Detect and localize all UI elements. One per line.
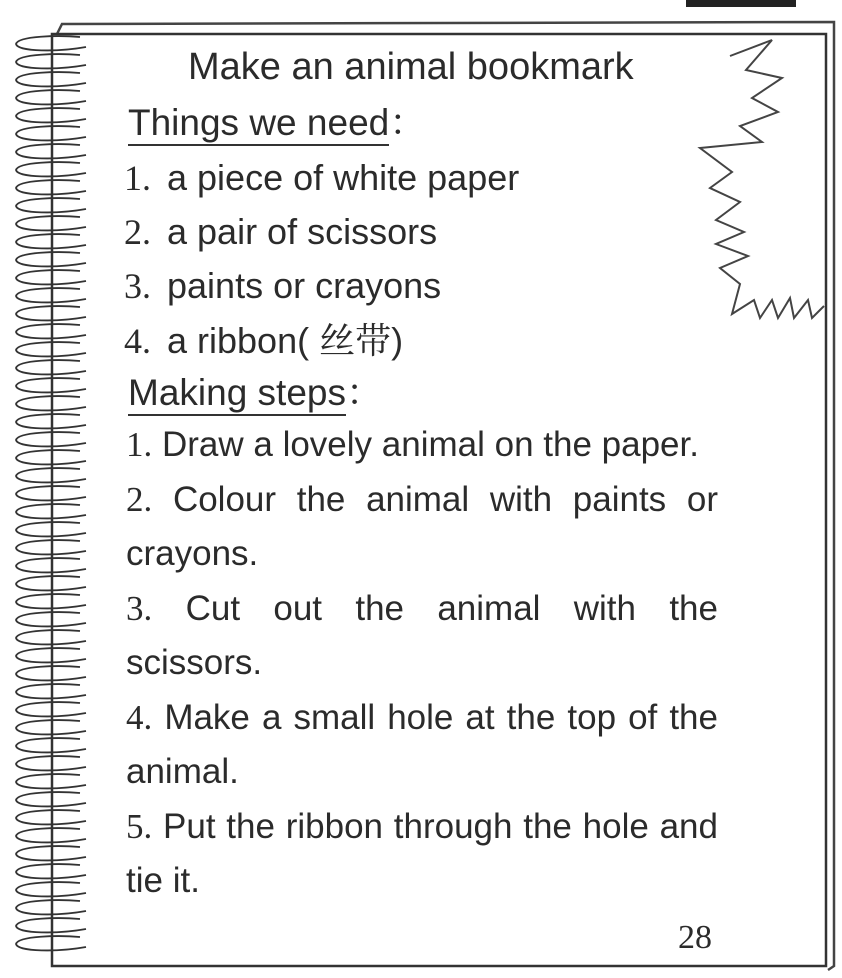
need-item-2 (124, 209, 437, 255)
things-heading (128, 100, 426, 146)
step-number: 3. (126, 588, 153, 628)
need-number: 3. (124, 266, 151, 306)
need-number: 2. (124, 212, 151, 252)
step-item-1 (126, 418, 718, 473)
step-text: Colour the animal with paints or crayons. (126, 479, 718, 573)
step-number: 2. (126, 479, 153, 519)
need-text: a piece of white paper (167, 157, 520, 198)
steps-heading-text: Making steps (128, 372, 346, 416)
step-text: Put the ribbon through the hole and tie it. (126, 806, 718, 900)
steps-heading-colon: ： (346, 372, 383, 413)
things-heading-colon: ： (389, 102, 427, 143)
step-item-3 (126, 582, 718, 691)
page-number: 28 (678, 919, 712, 956)
need-text: a ribbon( 丝带) (167, 320, 404, 361)
need-text: a pair of scissors (167, 211, 438, 252)
need-text: paints or crayons (167, 265, 442, 306)
need-item-4 (124, 318, 403, 364)
need-item-3 (124, 263, 441, 309)
need-number: 1. (124, 158, 151, 198)
step-item-2 (126, 473, 718, 582)
step-number: 5. (126, 806, 153, 846)
step-item-4 (126, 691, 718, 800)
step-item-5 (126, 800, 718, 909)
need-number: 4. (124, 321, 151, 361)
step-text: Draw a lovely animal on the paper. (161, 425, 699, 464)
step-text: Make a small hole at the top of the animal. (126, 697, 718, 791)
page-title: Make an animal bookmark (188, 46, 634, 88)
step-number: 1. (126, 425, 153, 464)
top-bar-fragment (686, 0, 796, 7)
need-item-1 (124, 155, 519, 201)
things-heading-text: Things we need (128, 102, 389, 146)
steps-list (126, 418, 718, 909)
step-text: Cut out the animal with the scissors. (126, 588, 718, 682)
step-number: 4. (126, 697, 153, 737)
steps-heading (128, 370, 383, 416)
